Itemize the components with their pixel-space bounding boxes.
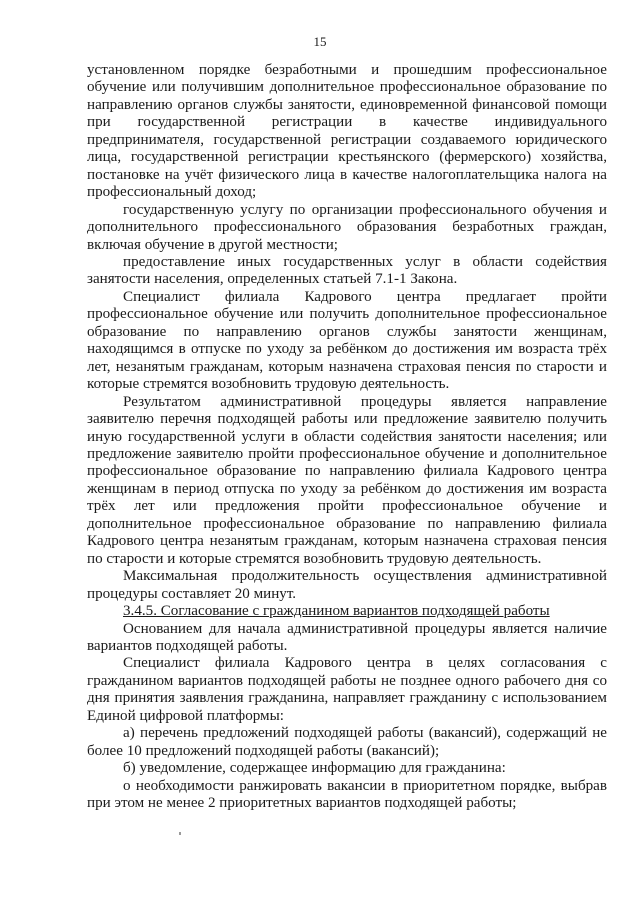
paragraph-specialist-offer: Специалист филиала Кадрового центра предлагает пройти профессиональное обучение или получить дополнительное профессиональное образование по направлению органов службы занятости женщинам, находящимся в отпуске по уходу за ребёнком до достижения им возраста трёх лет, незанятым гражданам, которым назначена страховая пенсия по старости и которые стремятся возобновить трудовую деятельность. <box>87 288 607 393</box>
paragraph-basis: Основанием для начала административной процедуры является наличие вариантов подходящей работы. <box>87 620 607 654</box>
list-item-b: б) уведомление, содержащее информацию для гражданина: <box>123 760 506 777</box>
paragraph-training-service: государственную услугу по организации профессионального обучения и дополнительного профессионального образования безработных граждан, включая обучение в другой местности; <box>87 201 607 253</box>
list-item-a: а) перечень предложений подходящей работы (вакансий), содержащий не более 10 предложений подходящей работы (вакансий); <box>87 725 607 759</box>
paragraph-specialist-coordination: Специалист филиала Кадрового центра в целях согласования с гражданином вариантов подходящей работы не позднее одного рабочего дня со дня принятия заявления гражданина, направляет гражданину с использованием Единой цифровой платформы: <box>87 655 607 724</box>
section-heading: 3.4.5. Согласование с гражданином вариантов подходящей работы <box>123 603 550 620</box>
paragraph-other-services: предоставление иных государственных услуг в области содействия занятости населения, определенных статьей 7.1-1 Закона. <box>87 253 607 288</box>
page-number: 15 <box>313 34 327 49</box>
paragraph-procedure-result: Результатом административной процедуры является направление заявителю перечня подходящей работы или предложение заявителю получить иную государственной услуги в области содействия занятости населения; или предложение заявителю пройти профессиональное обучение и дополнительное профессиональное образование по направлению филиала Кадрового центра женщинам в период отпуска по уходу за ребёнком до достижения им возраста трёх лет или предложения пройти профессиональное обучение и дополнительное профессиональное образование по направлению филиала Кадрового центра незанятым гражданам, которым назначена страховая пенсия по старости и которые стремятся возобновить трудовую деятельность. <box>87 393 607 567</box>
scan-speck <box>179 832 181 835</box>
paragraph-ranking: о необходимости ранжировать вакансии в приоритетном порядке, выбрав при этом не менее 2 приоритетных вариантов подходящей работы; <box>87 777 607 812</box>
paragraph-continuation: установленном порядке безработными и прошедшим профессиональное обучение или получившим дополнительное профессиональное образование по направлению органов службы занятости, единовременной финансовой помощи при государственной регистрации в качестве индивидуального предпринимателя, государственной регистрации создаваемого юридического лица, государственной регистрации крестьянского (фермерского) хозяйства, постановке на учёт физического лица в качестве налогоплательщика налога на профессиональный доход; <box>87 62 607 201</box>
document-body <box>87 62 607 812</box>
paragraph-max-duration: Максимальная продолжительность осуществления административной процедуры составляет 20 минут. <box>87 568 607 602</box>
